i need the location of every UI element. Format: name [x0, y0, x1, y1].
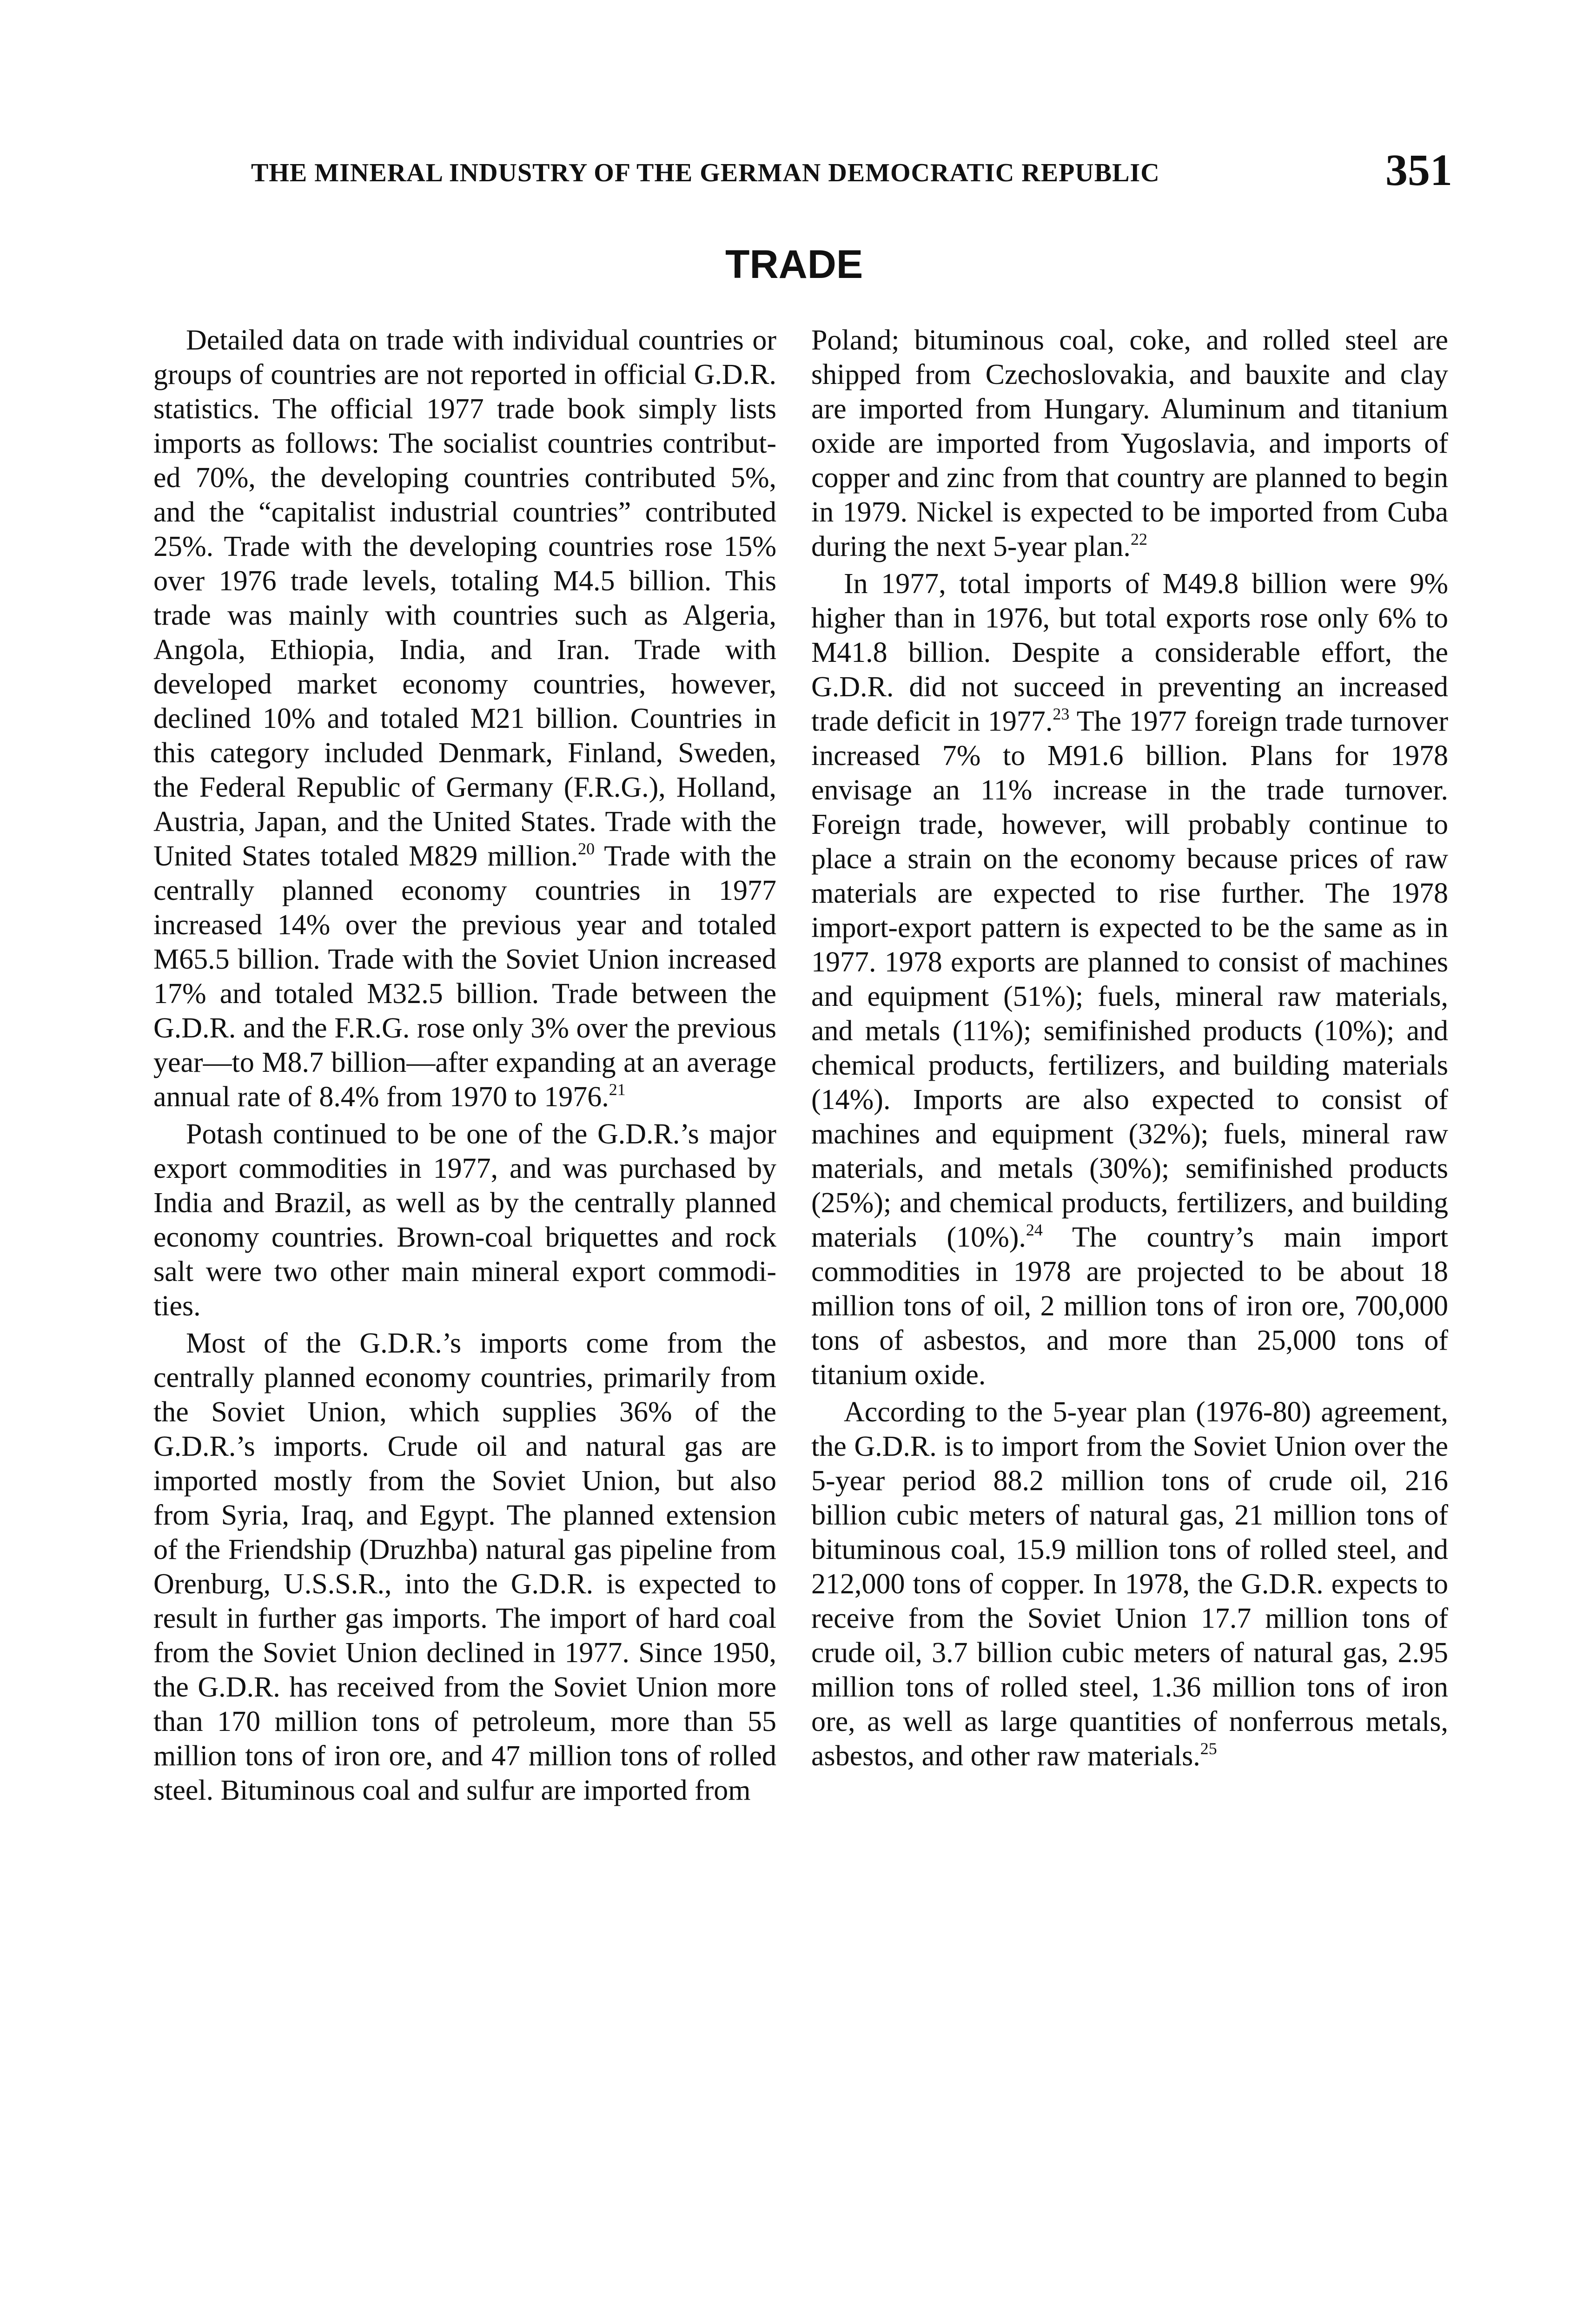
paragraph: Most of the G.D.R.’s imports come from the centrally planned economy countries, primarily from the Soviet Union, which supplies 36% of the G.D.R.’s imports. Crude oil and natural gas are imported mostly from the Soviet Union, but also from Syria, Iraq, and Egypt. The planned extension of the Friendship (Druzhba) natural gas pipeline from Orenburg, U.S.S.R., into the G.D.R. is expected to result in further gas imports. The import of hard coal from the Soviet Union declined in 1977. Since 1950, the G.D.R. has received from the Soviet Union more than 170 million tons of petroleum, more than 55 million tons of iron ore, and 47 million tons of rolled steel. Bituminous coal and sulfur are imported from [153, 1327, 776, 1806]
footnote-ref: 23 [1053, 705, 1070, 723]
footnote-ref: 20 [578, 839, 595, 858]
paragraph-text: Trade with the centrally planned economy countries in 1977 increased 14% over the previous year and totaled M65.5 billion. Trade with the Soviet Union increased 17% and totaled M32.5 billion. Trade between the G.D.R. and the F.R.G. rose only 3% over the previous year—to M8.7 billion—after expanding at an average annual rate of 8.4% from 1970 to 1976. [153, 840, 777, 1113]
paragraph [811, 1395, 1448, 1773]
paragraph [153, 323, 776, 1114]
paragraph [811, 323, 1448, 564]
paragraph-text: The 1977 foreign trade turnover increased 7% to M91.6 billion. Plans for 1978 envisage an 11% increase in the trade turnover. Foreign trade, however, will probably continue to place a strain on the economy because prices of raw materials are expected to rise further. The 1978 import-export pattern is expected to be the same as in 1977. 1978 exports are planned to consist of machines and equipment (51%); fuels, mineral raw materials, and metals (11%); semifinished products (10%); and chemical products, fertilizers, and building materials (14%). Imports are also expected to consist of machines and equipment (32%); fuels, mineral raw materials, and metals (30%); semifinished products (25%); and chemical products, fertilizers, and building materials (10%). [811, 706, 1448, 1253]
footnote-ref: 21 [609, 1080, 626, 1099]
paragraph-text: The country’s main import commodities in 1978 are projected to be about 18 million tons of oil, 2 million tons of iron ore, 700,000 tons of asbestos, and more than 25,000 tons of titanium oxide. [811, 1221, 1448, 1391]
paragraph-text: According to the 5-year plan (1976-80) agreement, the G.D.R. is to import from the Soviet Union over the 5-year period 88.2 million tons of crude oil, 216 billion cubic meters of natural gas, 21 million tons of bituminous coal, 15.9 million tons of rolled steel, and 212,000 tons of copper. In 1978, the G.D.R. expects to receive from the Soviet Union 17.7 million tons of crude oil, 3.7 billion cubic meters of natural gas, 2.95 million tons of rolled steel, 1.36 million tons of iron ore, as well as large quantities of nonferrous metals, asbestos, and other raw materials. [811, 1396, 1448, 1772]
left-column [153, 323, 776, 1808]
footnote-ref: 25 [1200, 1739, 1217, 1758]
footnote-ref: 24 [1026, 1221, 1043, 1239]
section-title: TRADE [725, 242, 863, 287]
running-title: THE MINERAL INDUSTRY OF THE GERMAN DEMOCRATIC REPUBLIC [251, 158, 1160, 187]
paragraph-text: Detailed data on trade with individual countries or groups of countries are not reported in official G.D.R. statistics. The official 1977 trade book simply lists imports as follows: The socialist countries contributed 70%, the developing countries contributed 5%, and the “capitalist industrial countries” contributed 25%. Trade with the developing countries rose 15% over 1976 trade levels, totaling M4.5 billion. This trade was mainly with countries such as Algeria, Angola, Ethiopia, India, and Iran. Trade with developed market economy countries, however, declined 10% and totaled M21 billion. Countries in this category included Denmark, Finland, Sweden, the Federal Republic of Germany (F.R.G.), Holland, Austria, Japan, and the United States. Trade with the United States totaled M829 million. [153, 324, 776, 872]
paragraph-text: Poland; bituminous coal, coke, and rolled steel are shipped from Czechoslovakia, and bauxite and clay are imported from Hungary. Aluminum and titanium oxide are imported from Yugoslavia, and imports of copper and zinc from that country are planned to begin in 1979. Nickel is expected to be imported from Cuba during the next 5-year plan. [811, 324, 1448, 562]
paragraph: Potash continued to be one of the G.D.R.’s major export commodities in 1977, and was purchased by India and Brazil, as well as by the centrally planned economy countries. Brown-coal briquettes and rock salt were two other main mineral export commodities. [153, 1118, 776, 1322]
right-column [811, 323, 1448, 1773]
page-number: 351 [1385, 145, 1452, 195]
running-header [0, 144, 1596, 200]
paragraph-text: In 1977, total imports of M49.8 billion were 9% higher than in 1976, but total exports rose only 6% to M41.8 billion. Despite a considerable effort, the G.D.R. did not succeed in preventing an increased trade deficit in 1977. [811, 568, 1448, 737]
footnote-ref: 22 [1130, 530, 1147, 548]
paragraph [811, 567, 1448, 1392]
